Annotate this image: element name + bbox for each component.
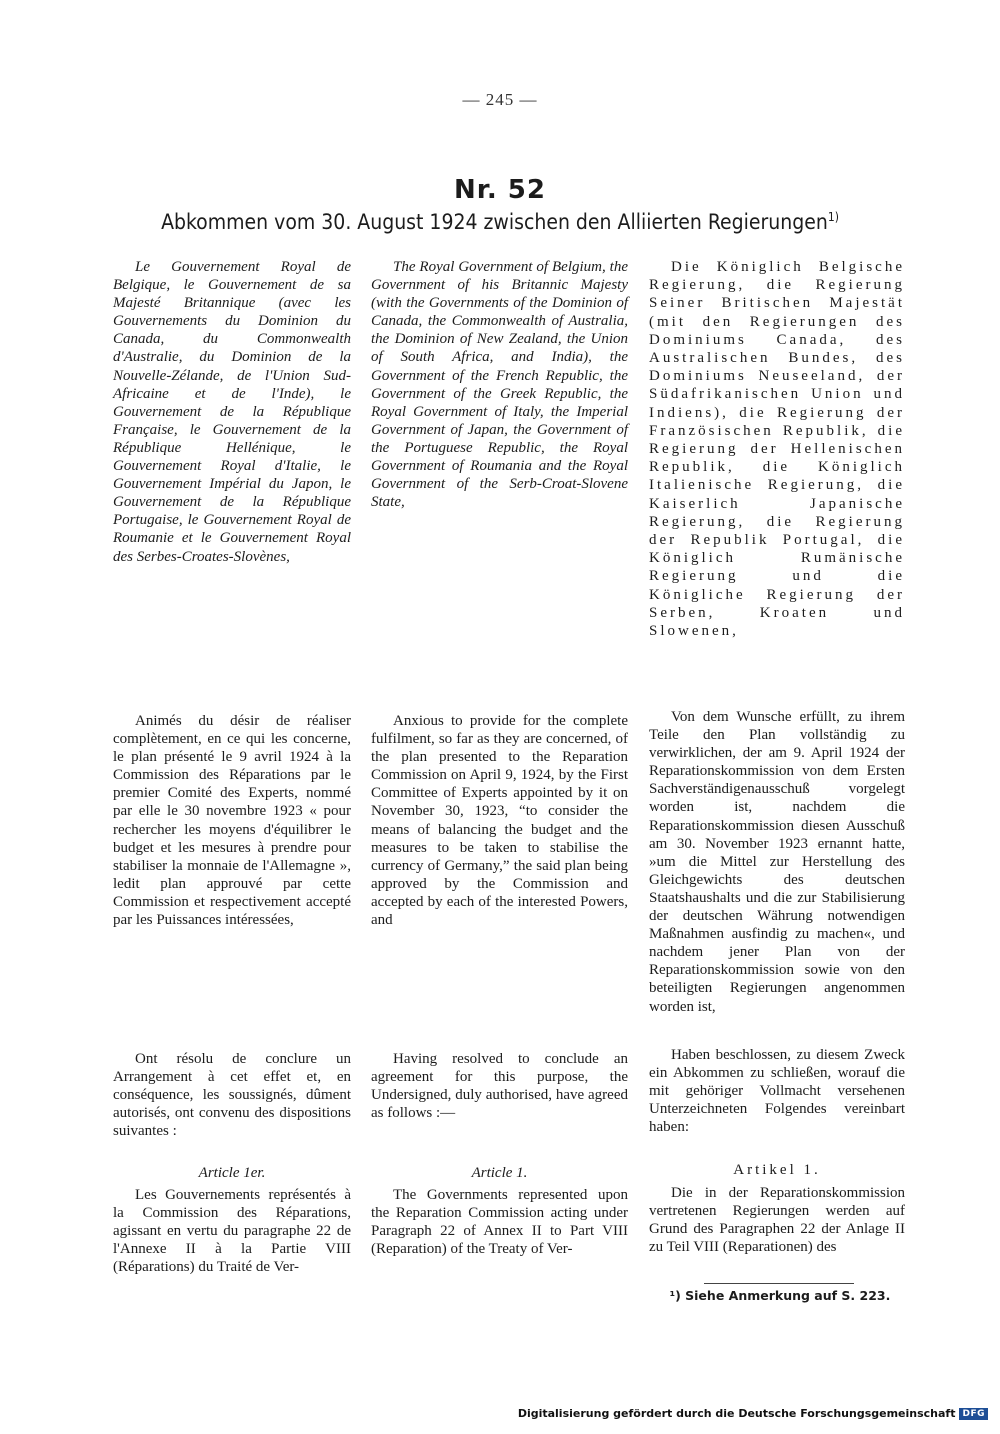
resolved-french: Ont résolu de conclure un Arrangement à cet effet et, en conséquence, les soussignés, dûment autorisés, ont convenu des dispositions suivantes : bbox=[113, 1051, 351, 1140]
digitization-credit bbox=[518, 1407, 988, 1420]
document-title-text: Abkommen vom 30. August 1924 zwischen den Alliierten Regierungen bbox=[161, 210, 828, 234]
resolved-english: Having resolved to conclude an agreement for this purpose, the Undersigned, duly authorised, have agreed as follows :— bbox=[371, 1051, 628, 1122]
preamble-german: Die Königlich Belgische Regierung, die Regierung Seiner Britischen Majestät (mit den Regierungen des Dominiums Canada, des Australischen Bundes, des Dominiums Neuseeland, der Südafrikanischen Union und Indiens), die Regierung der Französischen Republik, die Regierung der Hellenischen Republik, die Königlich Italienische Regierung, die Kaiserlich Japanische Regierung, die Regierung der Republik Portugal, die Königlich Rumänische Regierung und die Königliche Regierung der Serben, Kroaten und Slowenen, bbox=[649, 259, 905, 640]
preamble-french: Le Gouvernement Royal de Belgique, le Gouvernement de sa Majesté Britannique (avec les Gouvernements du Dominion du Canada, du Commonwealth d'Australie, du Dominion de la Nouvelle-Zélande, de l'Union Sud-Africaine et de l'Inde), le Gouvernement de la République Française, le Gouvernement de la République Hellénique, le Gouvernement Royal d'Italie, le Gouvernement Impérial du Japon, le Gouvernement de la République Portugaise, le Gouvernement Royal de Roumanie et le Gouvernement Royal des Serbes-Croates-Slovènes, bbox=[113, 259, 351, 565]
footnote: ¹) Siehe Anmerkung auf S. 223. bbox=[669, 1288, 891, 1303]
considering-german: Von dem Wunsche erfüllt, zu ihrem Teile den Plan vollständig zu verwirklichen, der am 9. April 1924 der Reparationskommission von dem Ersten Sachverständigenausschuß vorgelegt worden ist, nachdem die Reparationskommission diesen Ausschuß am 30. November 1923 ernannt hatte, »um die Mittel zur Herstellung des Gleichgewichts des deutschen Staatshaushalts und die zur Stabilisierung der deutschen Währung notwendigen Maßnahmen ausfindig zu machen«, und nachdem jener Plan von der Reparationskommission sowie von den beteiligten Regierungen angenommen worden ist, bbox=[649, 709, 905, 1015]
article1-text-german: Die in der Reparationskommission vertretenen Regierungen werden auf Grund des Paragraphen 22 der Anlage II zu Teil VIII (Reparationen) des bbox=[649, 1185, 905, 1256]
document-number: Nr. 52 bbox=[454, 175, 546, 205]
article1-heading-german: Artikel 1. bbox=[733, 1162, 821, 1178]
preamble-english: The Royal Government of Belgium, the Government of his Britannic Majesty (with the Governments of the Dominion of Canada, the Commonwealth of Australia, the Dominion of New Zealand, the Union of South Africa, and India), the Government of the French Republic, the Government of the Greek Republic, the Royal Government of Italy, the Imperial Government of Japan, the Government of the Portuguese Republic, the Royal Government of Roumania and the Royal Government of the Serb-Croat-Slovene State, bbox=[371, 259, 628, 511]
article1-text-english: The Governments represented upon the Reparation Commission acting under Paragraph 22 of Annex II to Part VIII (Reparation) of the Treaty of Ver- bbox=[371, 1187, 628, 1258]
considering-english: Anxious to provide for the complete fulfilment, so far as they are concerned, of the plan presented to the Reparation Commission on April 9, 1924, by the First Committee of Experts appointed by it on November 30, 1923, “to consider the means of balancing the budget and the measures to be taken to stabilise the currency of Germany,” the said plan being approved by the Commission and accepted by each of the interested Powers, and bbox=[371, 713, 628, 929]
resolved-german: Haben beschlossen, zu diesem Zweck ein Abkommen zu schließen, worauf die mit gehöriger Vollmacht versehenen Unterzeichneten Folgendes vereinbart haben: bbox=[649, 1047, 905, 1136]
considering-french: Animés du désir de réaliser complètement, en ce qui les concerne, le plan présenté le 9 avril 1924 à la Commission des Réparations par le premier Comité des Experts, nommé par elle le 30 novembre 1923 « pour rechercher les moyens d'équilibrer le budget et les mesures à prendre pour stabiliser la monnaie de l'Allemagne », ledit plan approuvé par cette Commission et respectivement accepté par les Puissances intéressées, bbox=[113, 713, 351, 929]
article1-heading-english: Article 1. bbox=[471, 1165, 528, 1181]
credit-text: Digitalisierung gefördert durch die Deutsche Forschungsgemeinschaft bbox=[517, 1407, 956, 1420]
footnote-divider bbox=[704, 1283, 854, 1284]
document-title bbox=[0, 210, 1000, 234]
article1-heading-french: Article 1er. bbox=[198, 1165, 266, 1181]
page-number: — 245 — bbox=[462, 90, 538, 109]
article1-text-french: Les Gouvernements représentés à la Commission des Réparations, agissant en vertu du paragraphe 22 de l'Annexe II à la Partie VIII (Réparations) du Traité de Ver- bbox=[113, 1187, 351, 1276]
dfg-logo: DFG bbox=[959, 1408, 988, 1420]
title-footnote-marker: 1) bbox=[827, 210, 839, 224]
